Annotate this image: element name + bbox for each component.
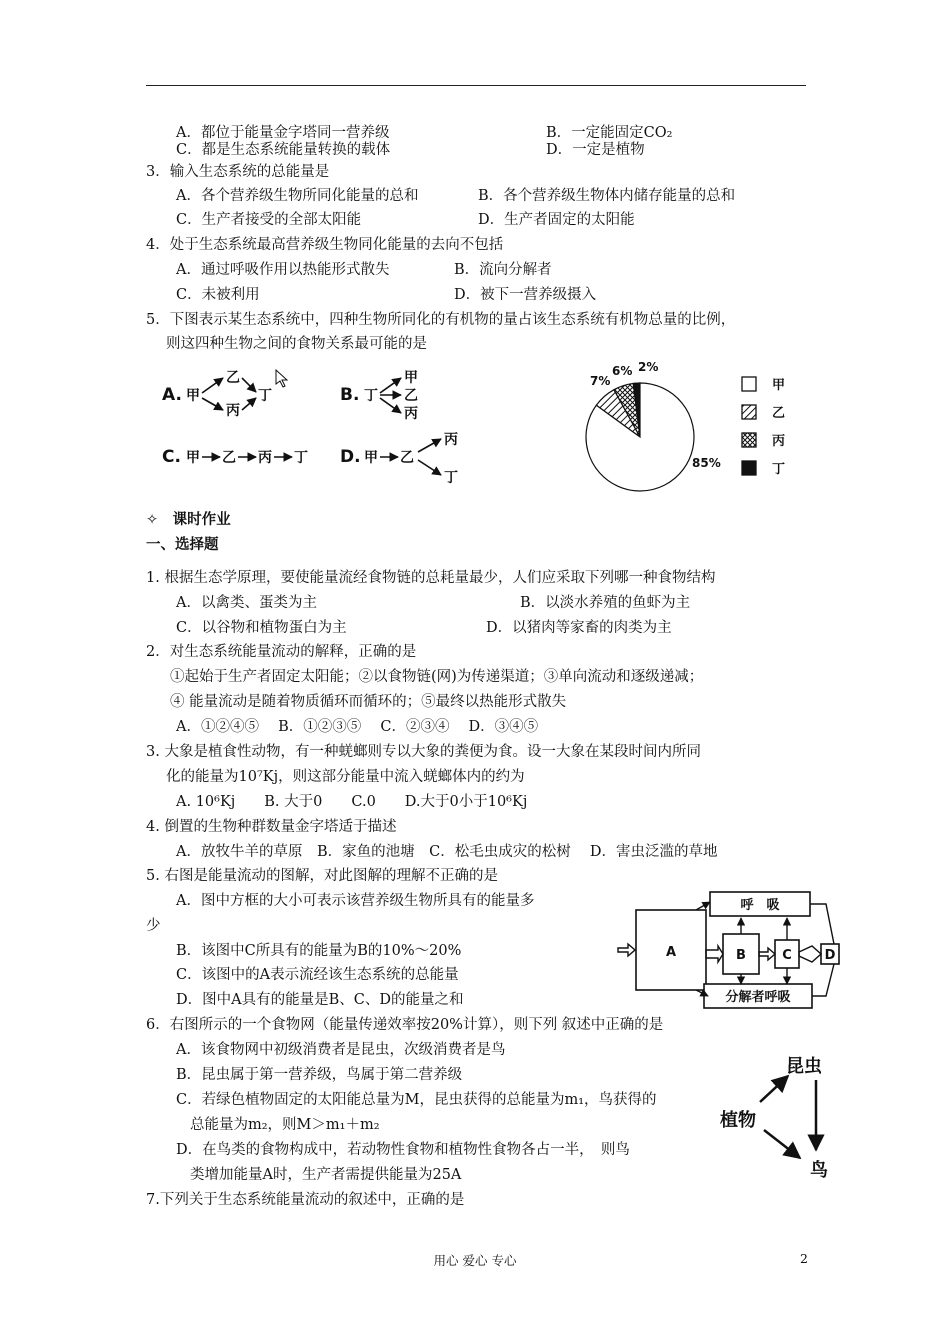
hw1-option-d: D．以猪肉等家畜的肉类为主 (486, 620, 672, 636)
q2-option-b: B．一定能固定CO₂ (546, 125, 673, 141)
opt-c-letter: C. (162, 447, 181, 467)
label-b: B (736, 948, 746, 963)
hw3-options: A. 10⁶Kj B. 大于0 C.0 D.大于0小于10⁶Kj (176, 794, 528, 810)
d-yi: 乙 (400, 450, 414, 466)
footer-text: 用心 爱心 专心 (433, 1253, 517, 1268)
q5-stem: 5．下图表示某生态系统中，四种生物所同化的有机物的量占该生态系统有机物总量的比例， (146, 312, 736, 328)
q3-option-a: A．各个营养级生物所同化能量的总和 (176, 188, 419, 204)
hw4-stem: 4. 倒置的生物种群数量金字塔适于描述 (146, 819, 397, 835)
label-d: D (824, 948, 836, 963)
c-jia: 甲 (186, 450, 200, 466)
label-decomposer: 分解者呼吸 (725, 990, 791, 1005)
hw4-options: A．放牧牛羊的草原 B．家鱼的池塘 C．松毛虫成灾的松树 D．害虫泛滥的草地 (176, 844, 718, 860)
pct-label-ding: 2% (638, 360, 659, 374)
hw5-option-d: D．图中A具有的能量是B、C、D的能量之和 (176, 992, 464, 1008)
legend-swatch-bing (742, 433, 756, 447)
hw7-stem: 7.下列关于生态系统能量流动的叙述中，正确的是 (146, 1192, 465, 1208)
hw3-stem-cont: 化的能量为10⁷Kj，则这部分能量中流入蜣螂体内的约为 (166, 769, 525, 785)
pie-chart (560, 355, 800, 505)
section-homework: ✧ 课时作业 (146, 512, 231, 528)
label-c: C (782, 948, 792, 963)
hw5-stem: 5. 右图是能量流动的图解，对此图解的理解不正确的是 (146, 868, 498, 884)
legend-label-ding: 丁 (772, 462, 786, 477)
hw6-option-b: B．昆虫属于第一营养级，鸟属于第二营养级 (176, 1067, 463, 1083)
legend-swatch-jia (742, 377, 756, 391)
page-number: 2 (800, 1251, 808, 1266)
q4-option-b: B．流向分解者 (454, 262, 552, 278)
hw2-options: A．①②④⑤ B．①②③⑤ C．②③④ D．③④⑤ (176, 719, 539, 735)
pct-label-bing: 6% (612, 364, 633, 378)
legend-label-yi: 乙 (772, 406, 786, 421)
label-respiration: 呼 吸 (740, 898, 780, 913)
hw1-stem: 1. 根据生态学原理，要使能量流经食物链的总耗量最少，人们应采取下列哪一种食物结构 (146, 570, 716, 586)
c-yi: 乙 (222, 450, 236, 466)
hw6-option-d-cont: 类增加能量A时，生产者需提供能量为25A (190, 1167, 462, 1183)
pct-label-jia: 85% (692, 456, 721, 470)
pct-label-yi: 7% (590, 374, 611, 388)
q4-option-a: A．通过呼吸作用以热能形式散失 (176, 262, 390, 278)
label-a: A (665, 945, 677, 960)
hw6-stem: 6．右图所示的一个食物网（能量传递效率按20%计算），则下列 叙述中正确的是 (146, 1017, 664, 1033)
q3-option-b: B．各个营养级生物体内储存能量的总和 (478, 188, 736, 204)
q2-option-a: A．都位于能量金字塔同一营养级 (176, 125, 390, 141)
opt-a-letter: A. (162, 385, 182, 405)
q4-stem: 4．处于生态系统最高营养级生物同化能量的去向不包括 (146, 237, 504, 253)
q4-option-c: C．未被利用 (176, 287, 260, 303)
hw5-option-b: B．该图中C所具有的能量为B的10%～20% (176, 943, 462, 959)
b-ding: 丁 (364, 388, 378, 404)
label-plant: 植物 (720, 1110, 756, 1131)
hw2-stem: 2．对生态系统能量流动的解释，正确的是 (146, 644, 417, 660)
a-yi: 乙 (226, 370, 240, 386)
hw1-option-b: B．以淡水养殖的鱼虾为主 (520, 595, 691, 611)
food-web-diagram (716, 1050, 830, 1180)
legend-swatch-ding (742, 461, 756, 475)
d-ding: 丁 (444, 470, 458, 486)
hw6-option-c-cont: 总能量为m₂，则M＞m₁＋m₂ (190, 1117, 380, 1133)
a-jia: 甲 (186, 388, 200, 404)
hw3-stem: 3. 大象是植食性动物，有一种蜣螂则专以大象的粪便为食。设一大象在某段时间内所同 (146, 744, 701, 760)
d-bing: 丙 (444, 432, 458, 448)
hw6-option-c: C．若绿色植物固定的太阳能总量为M，昆虫获得的总能量为m₁，鸟获得的 (176, 1092, 657, 1108)
hw2-statement-1: ①起始于生产者固定太阳能；②以食物链(网)为传递渠道；③单向流动和逐级递减； (170, 669, 704, 685)
opt-d-letter: D. (340, 447, 361, 467)
q2-option-d: D．一定是植物 (546, 142, 645, 158)
c-ding: 丁 (294, 450, 308, 466)
hw5-option-c: C．该图中的A表示流经该生态系统的总能量 (176, 967, 459, 983)
hw2-statement-2: ④ 能量流动是随着物质循环而循环的；⑤最终以热能形式散失 (170, 694, 567, 710)
q3-option-d: D．生产者固定的太阳能 (478, 212, 635, 228)
hw5-option-a: A．图中方框的大小可表示该营养级生物所具有的能量多 (176, 893, 535, 909)
cursor-icon (276, 370, 287, 387)
section-choice: 一、选择题 (146, 537, 219, 553)
q2-option-c: C．都是生态系统能量转换的载体 (176, 142, 391, 158)
c-bing: 丙 (258, 450, 272, 466)
a-bing: 丙 (226, 403, 240, 419)
label-insect: 昆虫 (786, 1056, 822, 1077)
q4-option-d: D．被下一营养级摄入 (454, 287, 597, 303)
d-jia: 甲 (364, 450, 378, 466)
hw1-option-c: C．以谷物和植物蛋白为主 (176, 620, 347, 636)
food-chain-options-figure (150, 360, 480, 490)
header-rule (146, 85, 806, 86)
a-ding: 丁 (258, 388, 272, 404)
legend-label-bing: 丙 (772, 434, 786, 449)
b-yi: 乙 (404, 388, 418, 404)
legend-swatch-yi (742, 405, 756, 419)
q3-stem: 3．输入生态系统的总能量是 (146, 164, 330, 180)
q5-stem-cont: 则这四种生物之间的食物关系最可能的是 (166, 336, 427, 352)
legend-label-jia: 甲 (772, 378, 786, 393)
energy-flow-diagram (616, 884, 846, 1014)
hw6-option-a: A．该食物网中初级消费者是昆虫，次级消费者是鸟 (176, 1042, 506, 1058)
b-jia: 甲 (404, 370, 418, 386)
q3-option-c: C．生产者接受的全部太阳能 (176, 212, 362, 228)
hw5-option-a-cont: 少 (146, 918, 161, 934)
hw1-option-a: A．以禽类、蛋类为主 (176, 595, 317, 611)
b-bing: 丙 (404, 406, 418, 422)
opt-b-letter: B. (340, 385, 360, 405)
label-bird: 鸟 (810, 1160, 828, 1180)
hw6-option-d: D．在鸟类的食物构成中，若动物性食物和植物性食物各占一半， 则鸟 (176, 1142, 630, 1158)
